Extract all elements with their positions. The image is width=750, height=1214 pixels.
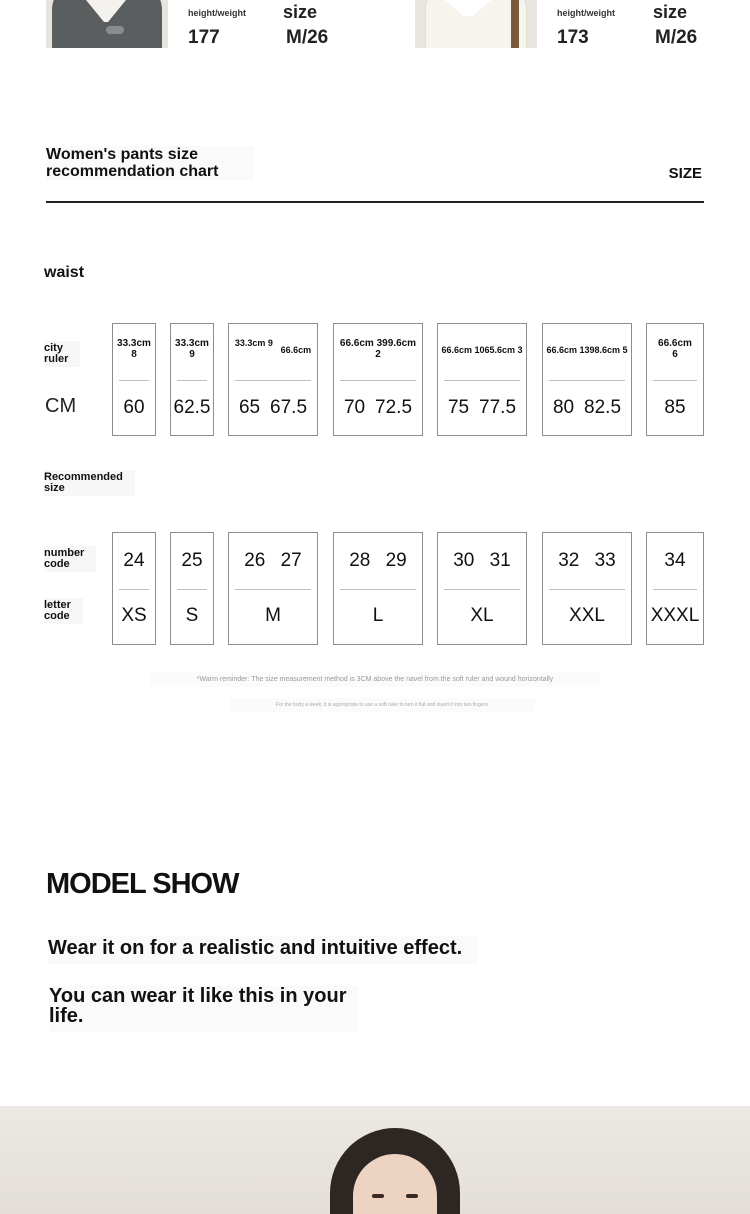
waist-cell: [437, 323, 527, 436]
size-tag: SIZE: [668, 165, 702, 182]
cm-value: 75: [447, 397, 470, 418]
number-code: 34: [664, 550, 686, 571]
ruler-part: 33.3cm 9: [234, 338, 273, 348]
recommended-size-label: Recommended size: [44, 470, 135, 496]
model-photo-dark-shirt: [46, 0, 168, 48]
ruler-value: 66.6cm 6: [658, 338, 692, 360]
model-height: 177: [188, 27, 220, 48]
cm-values: [113, 397, 155, 419]
ruler-part: 66.6cm: [280, 345, 312, 355]
number-code: 33: [594, 550, 616, 571]
size-cell: [333, 532, 423, 645]
cm-label: CM: [45, 395, 77, 417]
model-size: M/26: [286, 27, 329, 48]
cell-divider: [235, 380, 311, 381]
waist-label: waist: [44, 264, 85, 281]
cell-divider: [235, 589, 311, 590]
cm-value: 82.5: [584, 397, 622, 418]
waist-cell: [333, 323, 423, 436]
number-code: 32: [558, 550, 580, 571]
number-code: 28: [349, 550, 371, 571]
number-code: 24: [123, 550, 145, 571]
waist-cell: [112, 323, 156, 436]
cm-value: 70: [343, 397, 366, 418]
letter-code: XXL: [569, 605, 605, 626]
cm-values: [543, 397, 631, 419]
number-codes: [171, 550, 213, 572]
chart-title: Women's pants size recommendation chart: [46, 146, 254, 180]
cell-divider: [653, 589, 697, 590]
divider: [46, 201, 704, 203]
cm-value: 67.5: [270, 397, 308, 418]
letter-code: XXXL: [650, 605, 700, 626]
model-photo: [0, 1106, 750, 1214]
number-code: 30: [453, 550, 475, 571]
number-codes: [229, 550, 317, 572]
number-codes: [113, 550, 155, 572]
number-codes: [334, 550, 422, 572]
number-code: 26: [244, 550, 266, 571]
cell-divider: [549, 589, 625, 590]
cm-value: 77.5: [479, 397, 517, 418]
cell-divider: [549, 380, 625, 381]
letter-code: XS: [121, 605, 147, 626]
waist-cell: [228, 323, 318, 436]
cm-value: 72.5: [375, 397, 413, 418]
number-code: 25: [181, 550, 203, 571]
cell-divider: [340, 380, 416, 381]
model-size: M/26: [655, 27, 698, 48]
cm-values: [438, 397, 526, 419]
size-cell: [170, 532, 214, 645]
number-code: 29: [385, 550, 407, 571]
height-weight-label: height/weight: [557, 8, 615, 18]
cm-values: [334, 397, 422, 419]
cell-divider: [444, 380, 520, 381]
cell-divider: [340, 589, 416, 590]
waist-cell: [170, 323, 214, 436]
model-photo-light-shirt: [415, 0, 537, 48]
letter-code: L: [372, 605, 384, 626]
cm-value: 62.5: [173, 397, 211, 418]
warm-reminder-note: *Warm reminder: The size measurement method is 3CM above the navel from the soft ruler and wound horizontally: [150, 672, 600, 687]
size-cell: [646, 532, 704, 645]
cm-value: 80: [552, 397, 575, 418]
ruler-value: 66.6cm 1398.6cm 5: [546, 345, 628, 355]
model-height: 173: [557, 27, 589, 48]
waist-cell: [646, 323, 704, 436]
size-cell: [437, 532, 527, 645]
cm-values: [229, 397, 317, 419]
cm-value: 85: [664, 397, 686, 418]
cm-value: 60: [123, 397, 145, 418]
number-codes: [647, 550, 703, 572]
cell-divider: [653, 380, 697, 381]
cell-divider: [177, 380, 207, 381]
size-label: size: [653, 2, 688, 22]
number-code-label: number code: [44, 546, 96, 572]
size-cell: [542, 532, 632, 645]
ruler-value: [229, 338, 317, 356]
size-cell: [112, 532, 156, 645]
cell-divider: [177, 589, 207, 590]
ruler-value: 66.6cm 399.6cm 2: [339, 338, 417, 360]
ruler-value: 66.6cm 1065.6cm 3: [441, 345, 523, 355]
cm-values: [171, 397, 213, 419]
number-code: 31: [489, 550, 511, 571]
letter-code: S: [185, 605, 199, 626]
size-cell: [228, 532, 318, 645]
size-label: size: [283, 2, 318, 22]
waist-cell: [542, 323, 632, 436]
number-codes: [438, 550, 526, 572]
cm-value: 65: [238, 397, 261, 418]
number-code: 27: [280, 550, 302, 571]
cell-divider: [444, 589, 520, 590]
number-codes: [543, 550, 631, 572]
letter-code-label: letter code: [44, 598, 83, 624]
ruler-value: 33.3cm 9: [175, 338, 209, 360]
city-ruler-label: city ruler: [44, 341, 80, 367]
cm-values: [647, 397, 703, 419]
ruler-value: 33.3cm 8: [117, 338, 151, 360]
height-weight-label: height/weight: [188, 8, 246, 18]
letter-code: M: [265, 605, 281, 626]
measure-tip-note: For the body a week, it is appropriate to use a soft ruler to turn it flat and insert it into two fingers.: [230, 698, 535, 712]
cell-divider: [119, 589, 149, 590]
model-show-line1: Wear it on for a realistic and intuitive effect.: [48, 936, 478, 964]
model-show-title: MODEL SHOW: [46, 868, 239, 900]
model-show-line2: You can wear it like this in your life.: [49, 986, 358, 1032]
letter-code: XL: [470, 605, 494, 626]
cell-divider: [119, 380, 149, 381]
